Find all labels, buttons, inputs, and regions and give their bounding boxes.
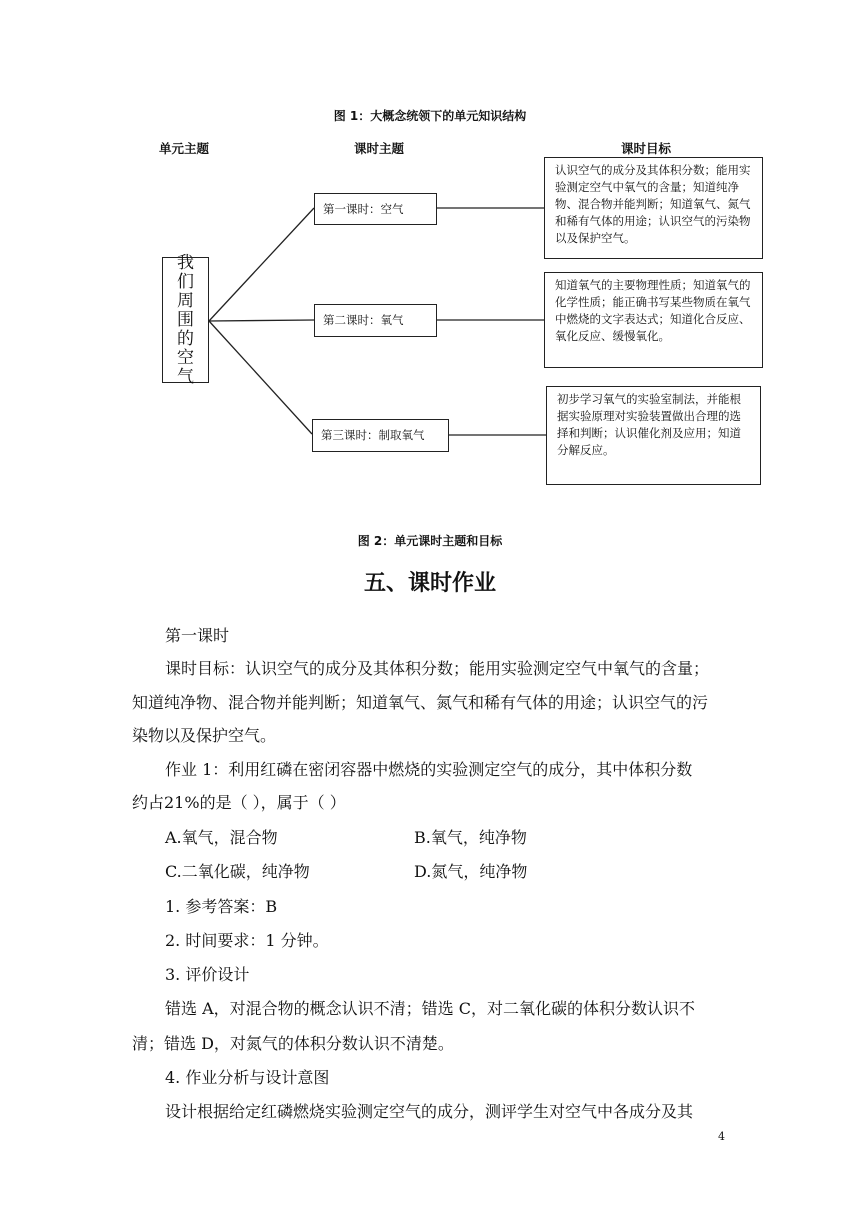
- lesson-goal-line-3: 染物以及保护空气。: [132, 726, 277, 745]
- unit-topic-char: 周: [177, 290, 194, 311]
- lesson-goal-line-2: 知道纯净物、混合物并能判断；知道氧气、氮气和稀有气体的用途；认识空气的污: [132, 693, 709, 712]
- connector-unit-lesson-1: [209, 208, 314, 321]
- unit-topic-char: 围: [177, 309, 194, 330]
- lesson-3-box: 第三课时：制取氧气: [312, 419, 449, 452]
- column-header-goal: 课时目标: [621, 141, 672, 156]
- time-requirement-line: 2. 时间要求：1 分钟。: [165, 931, 329, 950]
- analysis-title: 4. 作业分析与设计意图: [165, 1068, 330, 1087]
- option-c: C.二氧化碳，纯净物: [165, 862, 310, 881]
- unit-topic-char: 气: [177, 366, 194, 387]
- unit-topic-char: 的: [177, 328, 194, 349]
- lesson-2-goal-box: 知道氧气的主要物理性质；知道氧气的化学性质；能正确书写某些物质在氧气中燃烧的文字表达式；知道化合反应、氧化反应、缓慢氧化。: [544, 272, 763, 368]
- lesson-label: 第一课时: [165, 626, 230, 645]
- unit-topic-char: 我: [177, 252, 194, 273]
- lesson-3-goal-box: 初步学习氧气的实验室制法，并能根据实验原理对实验装置做出合理的选择和判断；认识催化剂及应用；知道分解反应。: [546, 386, 761, 485]
- evaluation-title: 3. 评价设计: [165, 965, 250, 984]
- column-header-lesson: 课时主题: [354, 141, 405, 156]
- section-heading: 五、课时作业: [363, 571, 496, 596]
- figure-2-caption: 图 2：单元课时主题和目标: [357, 534, 503, 548]
- option-a: A.氧气，混合物: [165, 828, 278, 847]
- lesson-goal-line-1: 课时目标：认识空气的成分及其体积分数；能用实验测定空气中氧气的含量；: [165, 659, 710, 678]
- page-number: 4: [718, 1130, 725, 1143]
- lesson-2-box: 第二课时：氧气: [314, 304, 437, 337]
- answer-line: 1. 参考答案：B: [165, 897, 278, 916]
- homework-1-line-2: 约占21%的是（ ），属于（ ）: [132, 793, 346, 812]
- unit-topic-box: [162, 252, 209, 387]
- connector-unit-lesson-2: [209, 320, 314, 321]
- option-b: B.氧气，纯净物: [414, 828, 527, 847]
- analysis-line-1: 设计根据给定红磷燃烧实验测定空气的成分，测评学生对空气中各成分及其: [165, 1102, 694, 1121]
- option-d: D.氮气，纯净物: [414, 862, 528, 881]
- connector-unit-lesson-3: [209, 321, 312, 434]
- homework-1-line-1: 作业 1：利用红磷在密闭容器中燃烧的实验测定空气的成分，其中体积分数: [165, 760, 693, 779]
- lesson-1-box: 第一课时：空气: [314, 193, 437, 225]
- lesson-1-goal-box: 认识空气的成分及其体积分数；能用实验测定空气中氧气的含量；知道纯净物、混合物并能判断；知道氧气、氮气和稀有气体的用途；认识空气的污染物以及保护空气。: [544, 157, 763, 259]
- evaluation-line-2: 清；错选 D，对氮气的体积分数认识不清楚。: [132, 1034, 454, 1053]
- evaluation-line-1: 错选 A，对混合物的概念认识不清；错选 C，对二氧化碳的体积分数认识不: [165, 999, 695, 1018]
- unit-topic-char: 们: [177, 271, 194, 292]
- column-header-unit: 单元主题: [159, 141, 210, 156]
- unit-topic-char: 空: [177, 347, 194, 368]
- figure-1-caption: 图 1：大概念统领下的单元知识结构: [333, 109, 527, 123]
